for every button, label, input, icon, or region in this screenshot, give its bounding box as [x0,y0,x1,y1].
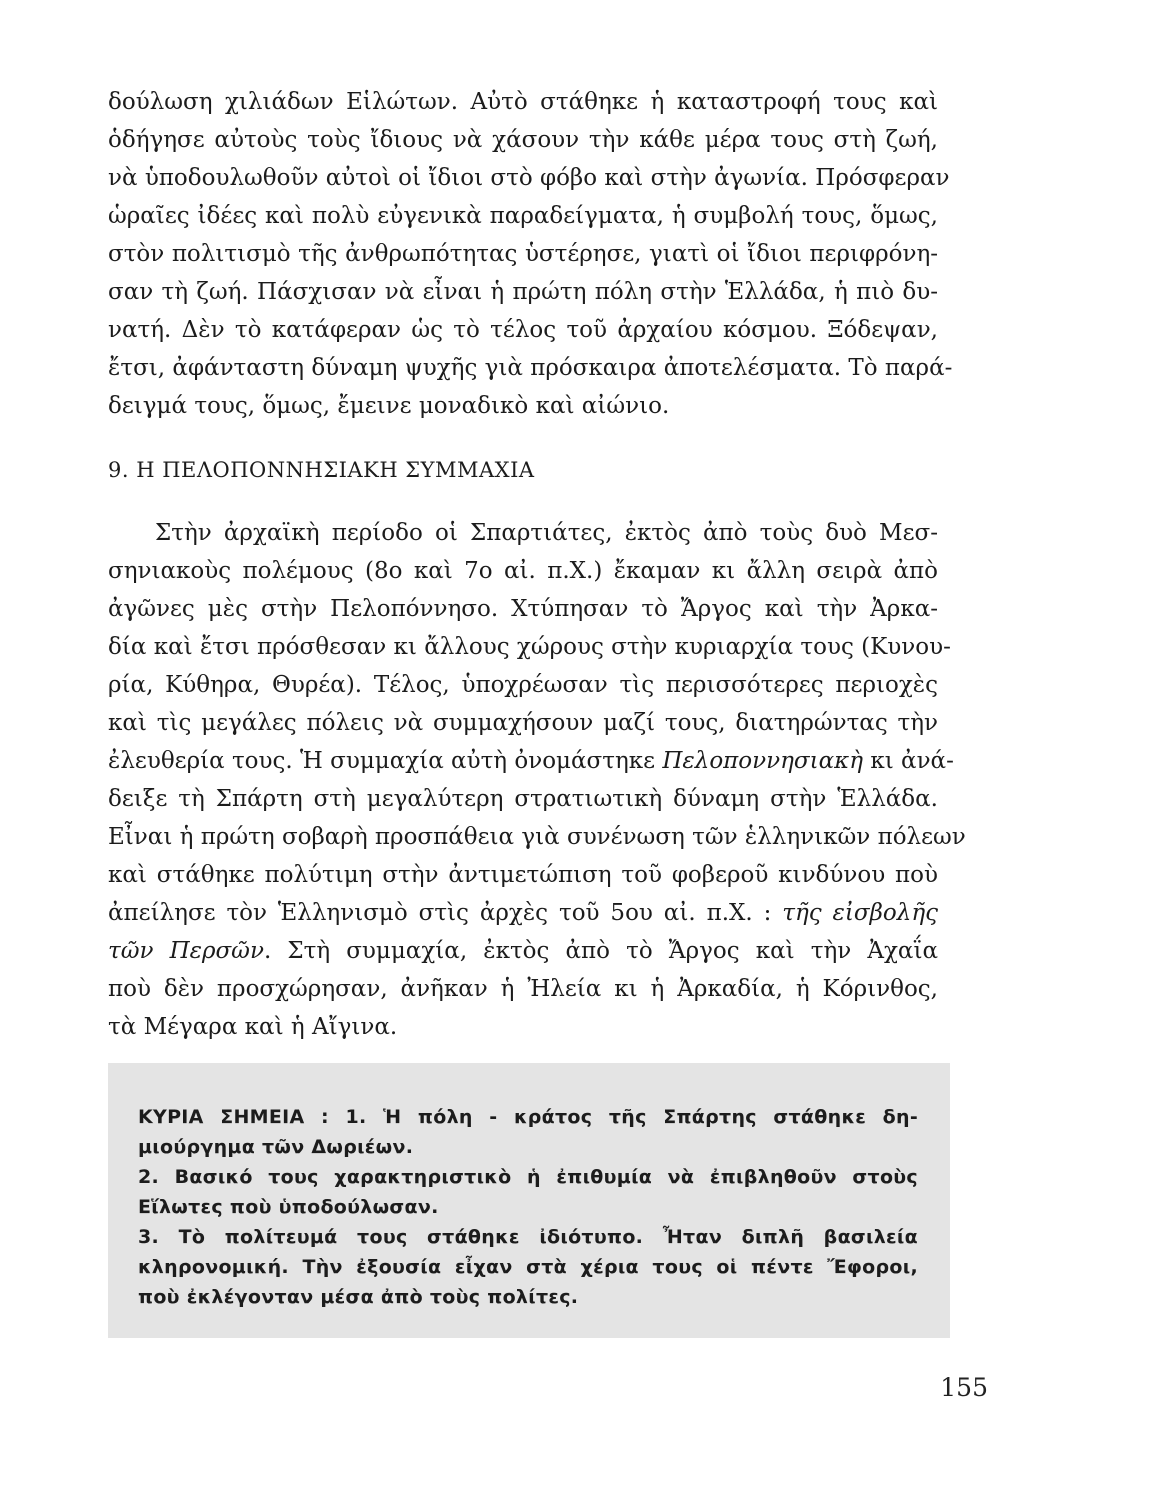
text-line: καὶ τὶς μεγάλες πόλεις νὰ συμμαχήσουν μαζί τους, διατηρώντας τὴν [108,710,938,736]
text-line: σηνιακοὺς πολέμους (8ο καὶ 7ο αἰ. π.Χ.) ἔκαμαν κι ἄλλη σειρὰ ἀπὸ [108,558,938,584]
text-line: ρία, Κύθηρα, Θυρέα). Τέλος, ὑποχρέωσαν τὶς περισσότερες περιοχὲς [108,672,938,698]
text-line: ὁδήγησε αὐτοὺς τοὺς ἴδιους νὰ χάσουν τὴν κάθε μέρα τους στὴ ζωή, [108,127,938,153]
text-line: ἀγῶνες μὲς στὴν Πελοπόννησο. Χτύπησαν τὸ Ἄργος καὶ τὴν Ἀρκα- [108,596,938,622]
text-line: στὸν πολιτισμὸ τῆς ἀνθρωπότητας ὑστέρησε, γιατὶ οἱ ἴδιοι περιφρόνη- [108,241,938,267]
text-run: κι ἀνά- [863,748,954,774]
text-line: τὰ Μέγαρα καὶ ἡ Αἴγινα. [108,1014,398,1040]
key-point-line: μιούργημα τῶν Δωριέων. [138,1136,414,1158]
key-point-line: 3. Τὸ πολίτευμά τους στάθηκε ἰδιότυπο. Ἦταν διπλῆ βασιλεία [138,1226,918,1248]
text-line [108,746,954,776]
text-run: ἀπείλησε τὸν Ἑλληνισμὸ στὶς ἀρχὲς τοῦ 5ου αἰ. π.Χ. : [108,900,783,926]
text-line: νατή. Δὲν τὸ κατάφεραν ὡς τὸ τέλος τοῦ ἀρχαίου κόσμου. Ξόδεψαν, [108,317,938,343]
text-line: ὡραῖες ἰδέες καὶ πολὺ εὐγενικὰ παραδείγματα, ἡ συμβολή τους, ὅμως, [108,203,938,229]
key-point-line: 2. Βασικό τους χαρακτηριστικὸ ἡ ἐπιθυμία νὰ ἐπιβληθοῦν στοὺς [138,1166,918,1188]
key-point-line: κληρονομική. Τὴν ἐξουσία εἶχαν στὰ χέρια τους οἱ πέντε Ἔφοροι, [138,1256,918,1278]
key-point-line: ΚΥΡΙΑ ΣΗΜΕΙΑ : 1. Ἡ πόλη - κράτος τῆς Σπάρτης στάθηκε δη- [138,1106,918,1128]
text-line: σαν τὴ ζωή. Πάσχισαν νὰ εἶναι ἡ πρώτη πόλη στὴν Ἑλλάδα, ἡ πιὸ δυ- [108,279,938,305]
text-line: Στὴν ἀρχαϊκὴ περίοδο οἱ Σπαρτιάτες, ἐκτὸς ἀπὸ τοὺς δυὸ Μεσ- [155,520,938,546]
text-line: δούλωση χιλιάδων Εἱλώτων. Αὐτὸ στάθηκε ἡ καταστροφή τους καὶ [108,89,938,115]
key-point-line: ποὺ ἐκλέγονταν μέσα ἀπὸ τοὺς πολίτες. [138,1286,579,1308]
text-line: νὰ ὑποδουλωθοῦν αὐτοὶ οἱ ἴδιοι στὸ φόβο καὶ στὴν ἀγωνία. Πρόσφεραν [108,165,950,191]
key-points-box [108,1063,950,1338]
key-point-line: Εἵλωτες ποὺ ὑποδούλωσαν. [138,1196,439,1218]
text-line: ἔτσι, ἀφάνταστη δύναμη ψυχῆς γιὰ πρόσκαιρα ἀποτελέσματα. Τὸ παρά- [108,355,953,381]
text-line [108,898,938,928]
page-number: 155 [940,1373,988,1402]
text-line: δειγμά τους, ὅμως, ἔμεινε μοναδικὸ καὶ αἰώνιο. [108,393,670,419]
italic-term: Πελοποννησιακὴ [662,748,864,774]
italic-term: τῶν Περσῶν [108,938,264,964]
text-line [108,936,938,966]
text-line: δειξε τὴ Σπάρτη στὴ μεγαλύτερη στρατιωτικὴ δύναμη στὴν Ἑλλάδα. [108,786,938,812]
text-line: δία καὶ ἔτσι πρόσθεσαν κι ἄλλους χώρους στὴν κυριαρχία τους (Κυνου- [108,634,951,660]
text-run: ἐλευθερία τους. Ἡ συμμαχία αὐτὴ ὀνομάστηκε [108,748,663,774]
italic-term: τῆς εἰσβολῆς [782,900,939,926]
text-line: καὶ στάθηκε πολύτιμη στὴν ἀντιμετώπιση τοῦ φοβεροῦ κινδύνου ποὺ [108,862,938,888]
text-line: ποὺ δὲν προσχώρησαν, ἀνῆκαν ἡ Ἠλεία κι ἡ Ἀρκαδία, ἡ Κόρινθος, [108,976,938,1002]
text-line: Εἶναι ἡ πρώτη σοβαρὴ προσπάθεια γιὰ συνένωση τῶν ἑλληνικῶν πόλεων [108,824,966,850]
text-run: . Στὴ συμμαχία, ἐκτὸς ἀπὸ τὸ Ἄργος καὶ τὴν Ἀχαΐα [263,938,939,964]
section-heading: 9. Η ΠΕΛΟΠΟΝΝΗΣΙΑΚΗ ΣΥΜΜΑΧΙΑ [108,458,535,482]
